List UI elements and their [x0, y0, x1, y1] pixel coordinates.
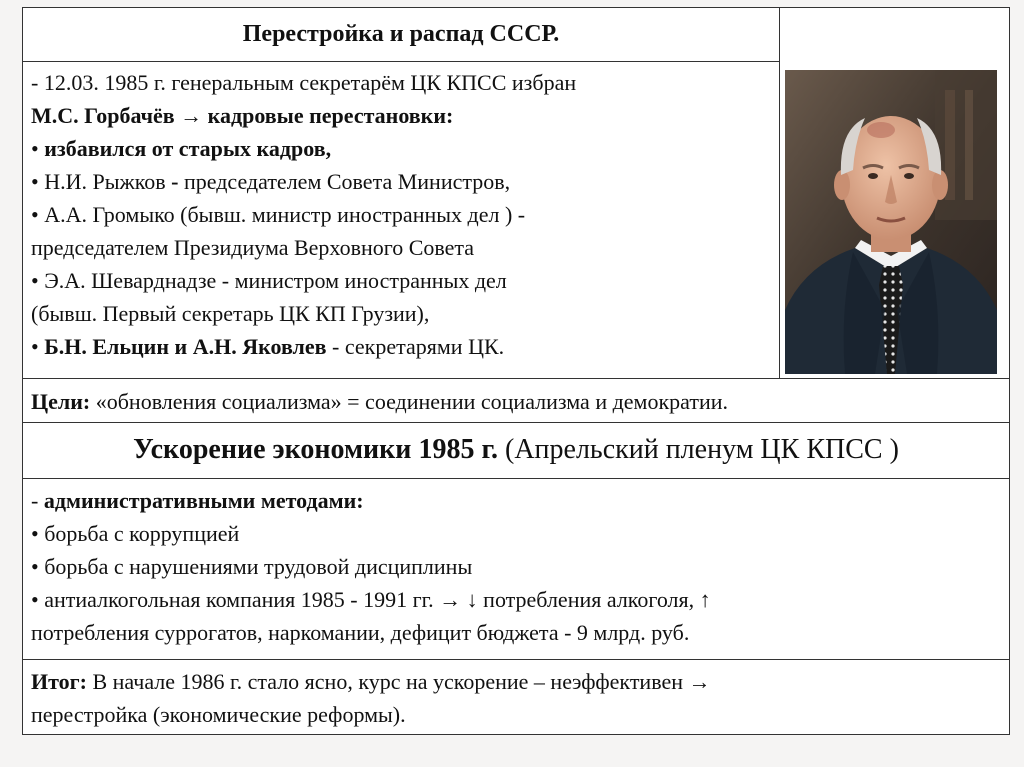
- bullet-icon: •: [31, 334, 39, 359]
- arrow-up-icon: ↑: [699, 587, 711, 612]
- bullet-icon: •: [31, 521, 39, 546]
- arrow-right-icon: →: [439, 587, 462, 612]
- divider: [23, 61, 779, 62]
- text-line: - 12.03. 1985 г. генеральным секретарём ЦК КПСС избран: [31, 70, 577, 95]
- text-line: потребления суррогатов, наркомании, дефицит бюджета - 9 млрд. руб.: [31, 620, 690, 645]
- divider: [779, 8, 780, 379]
- bullet-item: • избавился от старых кадров,: [31, 136, 332, 161]
- arrow-right-icon: →: [688, 669, 711, 694]
- section-title: Перестройка и распад СССР.: [242, 21, 560, 47]
- result-row: Итог: В начале 1986 г. стало ясно, курс на ускорение – неэффективен → перестройка (экономические реформы).: [31, 669, 711, 727]
- text-line: - административными методами:: [31, 488, 364, 513]
- text-line: председателем Президиума Верховного Совета: [31, 235, 475, 260]
- bullet-item: • Н.И. Рыжков - председателем Совета Министров,: [31, 169, 511, 194]
- bullet-item: • борьба с нарушениями трудовой дисциплины: [31, 554, 473, 579]
- bullet-item: • борьба с коррупцией: [31, 521, 240, 546]
- person-portrait-icon: [785, 70, 997, 374]
- divider: [23, 422, 1009, 423]
- goals-text: «обновления социализма» = соединении социализма и демократии.: [90, 389, 729, 414]
- bullet-icon: •: [31, 202, 39, 227]
- divider: [23, 378, 1009, 379]
- text-line: (бывш. Первый секретарь ЦК КП Грузии),: [31, 301, 430, 326]
- goals-label: Цели:: [31, 389, 91, 414]
- section-body: [31, 66, 776, 363]
- section2-title: Ускорение экономики 1985 г. (Апрельский пленум ЦК КПСС ): [133, 434, 899, 465]
- result-label: Итог:: [31, 669, 87, 694]
- bullet-icon: •: [31, 268, 39, 293]
- divider: [23, 659, 1009, 660]
- bullet-icon: •: [31, 136, 39, 161]
- arrow-right-icon: →: [180, 103, 203, 128]
- arrow-down-icon: ↓: [466, 587, 478, 612]
- bullet-icon: •: [31, 554, 39, 579]
- section2-body: [31, 484, 1006, 649]
- divider: [23, 478, 1009, 479]
- bullet-item: • Э.А. Шеварднадзе - министром иностранных дел: [31, 268, 507, 293]
- bullet-item: • антиалкогольная компания 1985 - 1991 гг. → ↓ потребления алкоголя, ↑: [31, 587, 711, 612]
- bullet-item: • Б.Н. Ельцин и А.Н. Яковлев - секретарями ЦК.: [31, 334, 505, 359]
- text-line: М.С. Горбачёв → кадровые перестановки:: [31, 103, 454, 128]
- bullet-item: • А.А. Громыко (бывш. министр иностранных дел ) -: [31, 202, 526, 227]
- goals-row: [31, 385, 1006, 418]
- bullet-icon: •: [31, 587, 39, 612]
- bullet-icon: •: [31, 169, 39, 194]
